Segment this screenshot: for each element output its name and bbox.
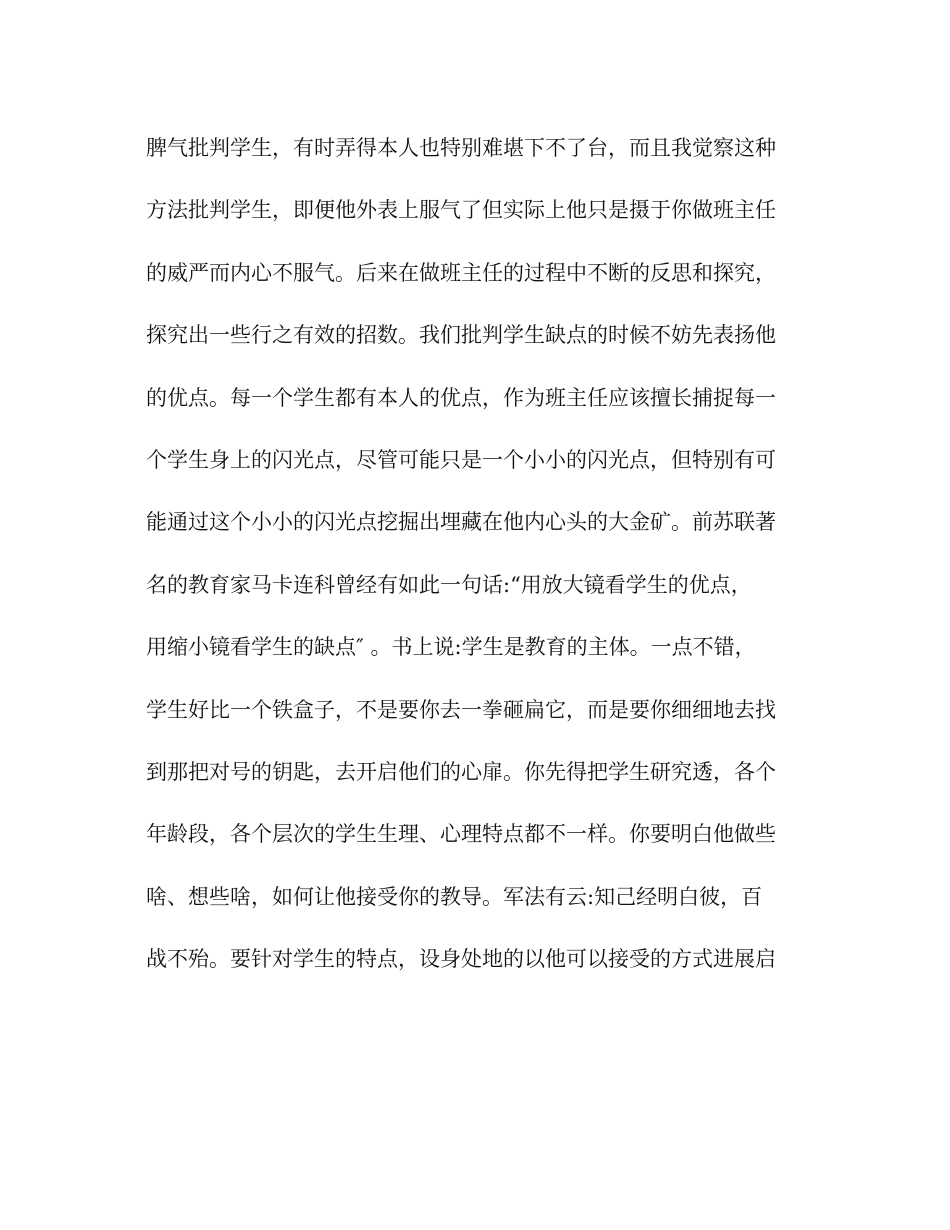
text-line: 方法批判学生，即便他外表上服气了但实际上他只是摄于你做班主任	[146, 198, 776, 223]
text-line: 能通过这个小小的闪光点挖掘出埋藏在他内心头的大金矿。前苏联著	[146, 510, 776, 535]
body-text	[146, 122, 806, 995]
text-line: 战不殆。要针对学生的特点，设身处地的以他可以接受的方式进展启	[146, 947, 776, 972]
text-line: 的威严而内心不服气。后来在做班主任的过程中不断的反思和探究，	[146, 260, 776, 285]
text-line: 用缩小镜看学生的缺点″ 。书上说:学生是教育的主体。一点不错，	[146, 635, 756, 660]
text-line: 年龄段，各个层次的学生生理、心理特点都不一样。你要明白他做些	[146, 822, 776, 847]
text-line: 到那把对号的钥匙，去开启他们的心扉。你先得把学生研究透，各个	[146, 759, 776, 784]
text-line: 名的教育家马卡连科曾经有如此一句话:“用放大镜看学生的优点，	[146, 572, 752, 597]
text-line: 啥、想些啥，如何让他接受你的教导。军法有云:知己经明白彼，百	[146, 884, 763, 909]
text-line: 脾气批判学生，有时弄得本人也特别难堪下不了台，而且我觉察这种	[146, 136, 776, 160]
text-line: 的优点。每一个学生都有本人的优点，作为班主任应该擅长捕捉每一	[146, 385, 776, 410]
text-line: 个学生身上的闪光点，尽管可能只是一个小小的闪光点，但特别有可	[146, 447, 776, 472]
text-line: 学生好比一个铁盒子，不是要你去一拳砸扁它，而是要你细细地去找	[146, 697, 776, 722]
text-line: 探究出一些行之有效的招数。我们批判学生缺点的时候不妨先表扬他	[146, 323, 776, 348]
